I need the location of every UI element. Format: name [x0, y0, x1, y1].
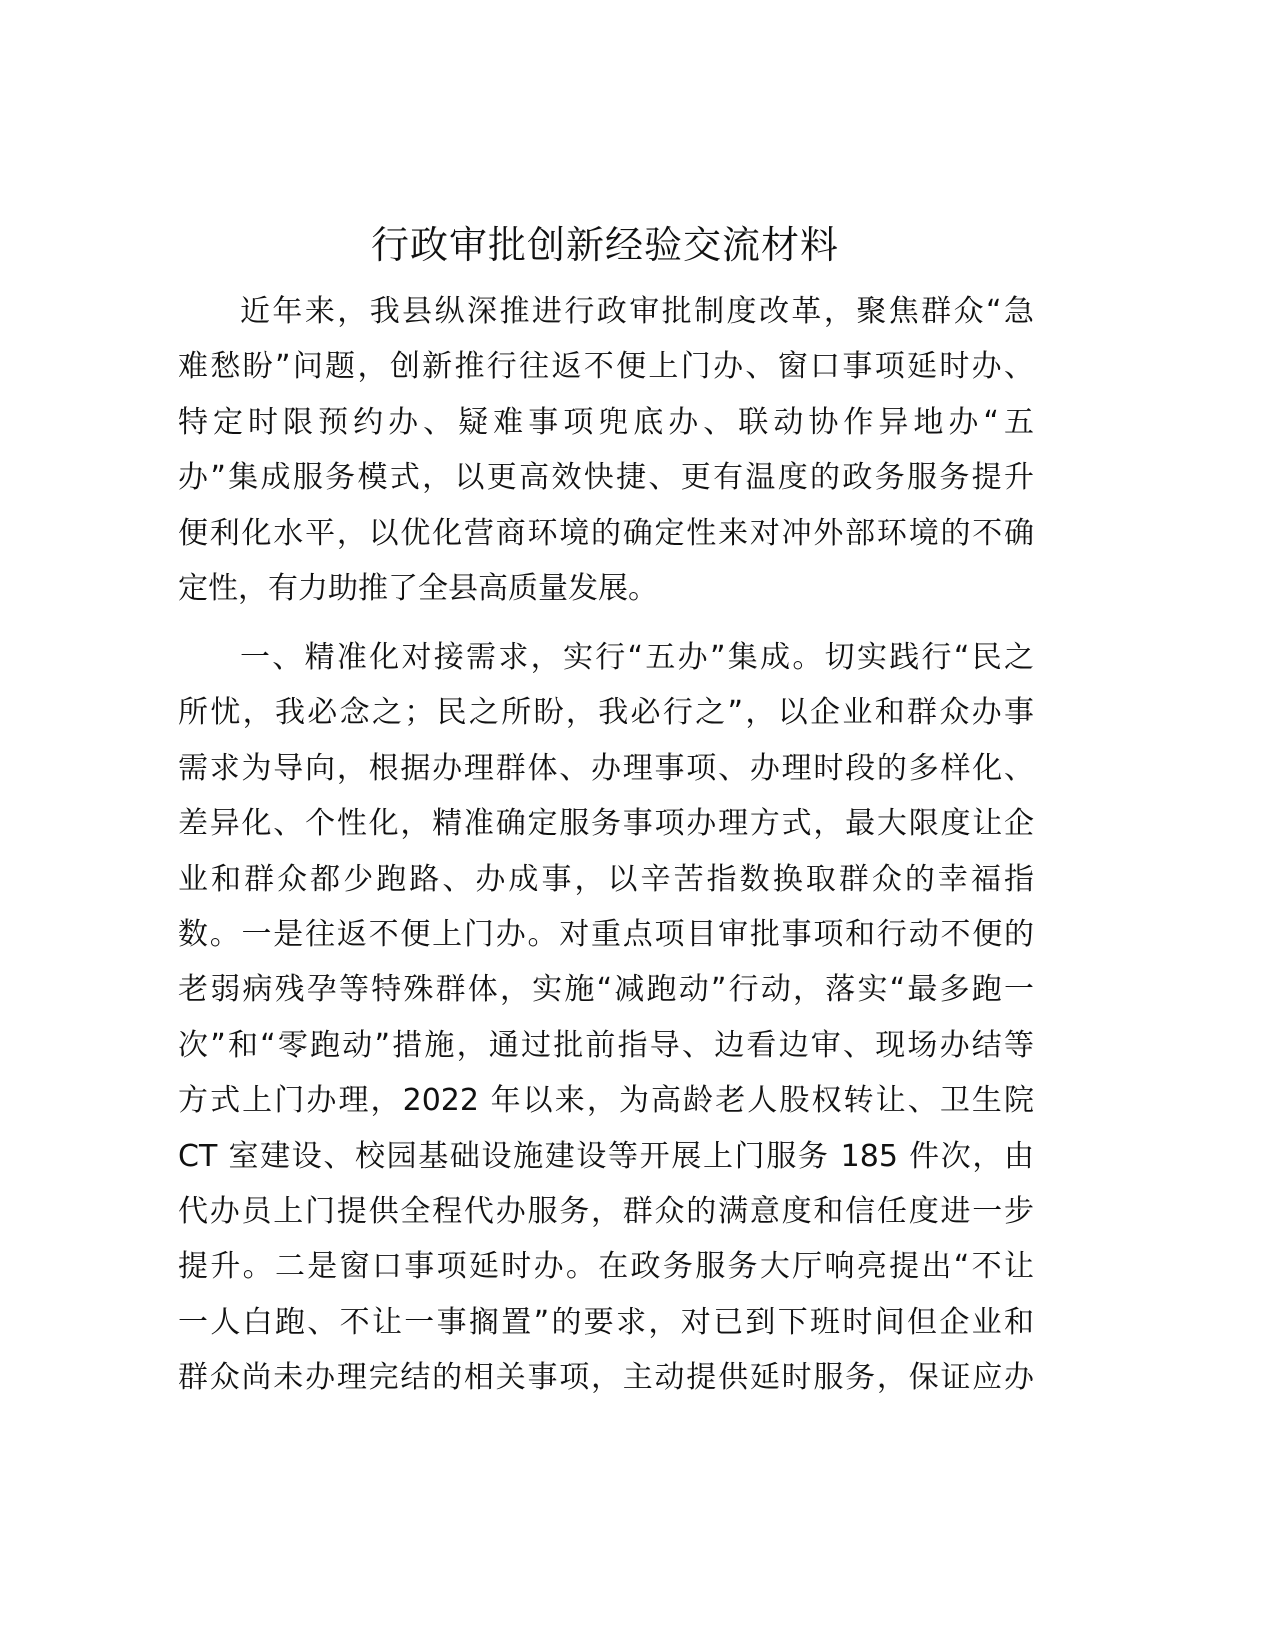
- text-line: 方式上门办理，2022 年以来，为高龄老人股权转让、卫生院: [178, 1083, 1034, 1119]
- text-line: 老弱病残孕等特殊群体，实施“减跑动”行动，落实“最多跑一: [178, 972, 1034, 1008]
- paragraph-intro: [178, 284, 1034, 616]
- text-line: 一、精准化对接需求，实行“五办”集成。切实践行“民之: [240, 640, 1034, 675]
- text-line: 次”和“零跑动”措施，通过批前指导、边看边审、现场办结等: [178, 1027, 1034, 1063]
- document-title: 行政审批创新经验交流材料: [370, 223, 839, 267]
- text-line: 近年来，我县纵深推进行政审批制度改革，聚焦群众“急: [240, 294, 1034, 329]
- text-line: 难愁盼”问题，创新推行往返不便上门办、窗口事项延时办、: [178, 349, 1034, 385]
- paragraph-section-one: [178, 630, 1034, 1405]
- text-line: 所忧，我必念之；民之所盼，我必行之”，以企业和群众办事: [178, 695, 1034, 731]
- text-line: 数。一是往返不便上门办。对重点项目审批事项和行动不便的: [178, 916, 1034, 952]
- text-line: CT 室建设、校园基础设施建设等开展上门服务 185 件次，由: [178, 1138, 1034, 1174]
- text-line: 提升。二是窗口事项延时办。在政务服务大厅响亮提出“不让: [178, 1249, 1034, 1285]
- text-line: 一人白跑、不让一事搁置”的要求，对已到下班时间但企业和: [178, 1304, 1034, 1340]
- text-line: 群众尚未办理完结的相关事项，主动提供延时服务，保证应办: [178, 1360, 1034, 1396]
- text-line: 定性，有力助推了全县高质量发展。: [178, 570, 658, 606]
- text-line: 特定时限预约办、疑难事项兜底办、联动协作异地办“五: [178, 404, 1034, 440]
- text-line: 代办员上门提供全程代办服务，群众的满意度和信任度进一步: [178, 1193, 1034, 1229]
- text-line: 业和群众都少跑路、办成事，以辛苦指数换取群众的幸福指: [178, 861, 1034, 897]
- text-line: 需求为导向，根据办理群体、办理事项、办理时段的多样化、: [178, 750, 1034, 786]
- text-line: 办”集成服务模式，以更高效快捷、更有温度的政务服务提升: [178, 460, 1034, 496]
- text-line: 便利化水平，以优化营商环境的确定性来对冲外部环境的不确: [178, 515, 1034, 551]
- text-line: 差异化、个性化，精准确定服务事项办理方式，最大限度让企: [178, 806, 1034, 842]
